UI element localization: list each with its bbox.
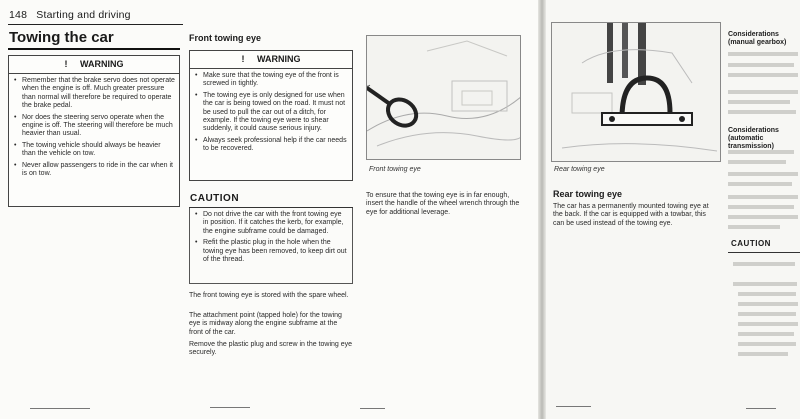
warning-list bbox=[9, 74, 179, 183]
edge-text-line bbox=[728, 215, 798, 219]
chapter-title: Starting and driving bbox=[36, 9, 131, 21]
edge-text-line bbox=[738, 292, 796, 296]
warning-item: • Remember that the brake servo does not operate when the engine is off. Much greater pressure than normal will therefore be required to operate the brake pedal. bbox=[14, 77, 175, 111]
scan-mark bbox=[210, 407, 250, 408]
edge-text-line bbox=[728, 182, 792, 186]
scan-mark bbox=[556, 406, 591, 407]
warning-header bbox=[9, 56, 179, 74]
caution-list bbox=[190, 208, 352, 269]
edge-text-line bbox=[728, 52, 798, 56]
edge-heading: Considerations (manual gearbox) bbox=[728, 31, 787, 46]
warning-box-middle bbox=[189, 50, 353, 181]
page-number: 148 bbox=[9, 9, 28, 21]
edge-text-line bbox=[738, 312, 796, 316]
warning-icon: ! bbox=[64, 59, 68, 69]
caution-box bbox=[189, 208, 353, 284]
edge-text-line bbox=[728, 150, 794, 154]
edge-text-line bbox=[728, 100, 790, 104]
edge-text-line bbox=[738, 352, 788, 356]
front-towing-eye-heading: Front towing eye bbox=[189, 33, 261, 43]
front-towing-eye-figure bbox=[366, 35, 521, 160]
warning-box-left bbox=[8, 55, 180, 207]
edge-text-line bbox=[738, 322, 798, 326]
rear-figure-caption: Rear towing eye bbox=[554, 166, 605, 173]
warning-item: • Make sure that the towing eye of the front is screwed in tightly. bbox=[195, 72, 348, 89]
edge-text-line bbox=[728, 63, 794, 67]
section-title: Towing the car bbox=[9, 29, 114, 46]
warning-item: • The towing vehicle should always be heavier than the vehicle on tow. bbox=[14, 142, 175, 159]
edge-text-line bbox=[728, 172, 798, 176]
body-paragraph: Remove the plastic plug and screw in the towing eye securely. bbox=[189, 341, 353, 357]
edge-text-line bbox=[738, 342, 796, 346]
scan-mark bbox=[30, 408, 90, 409]
edge-text-line bbox=[738, 302, 798, 306]
warning-item: • Always seek professional help if the car needs to be recovered. bbox=[195, 137, 348, 154]
caution-label: CAUTION bbox=[190, 193, 240, 204]
right-page bbox=[546, 0, 800, 419]
warning-item: • Nor does the steering servo operate when the engine is off. The steering will therefore be much heavier than usual. bbox=[14, 114, 175, 139]
front-figure-text: To ensure that the towing eye is in far enough, insert the handle of the wheel wrench through the eye for additional leverage. bbox=[366, 192, 520, 216]
warning-item: • The towing eye is only designed for use when the car is being towed on the road. It must not be used to pull the car out of a ditch, for example. If the towing eye were to shear suddenly, it could cause serious injury. bbox=[195, 92, 348, 134]
edge-heading: Considerations (automatic transmission) bbox=[728, 127, 779, 150]
warning-list bbox=[190, 69, 352, 159]
edge-text-line bbox=[738, 332, 794, 336]
caution-item: • Do not drive the car with the front towing eye in position. If it catches the kerb, for example, the engine subframe could be damaged. bbox=[195, 211, 348, 236]
warning-label: WARNING bbox=[80, 59, 124, 69]
edge-caution-rule bbox=[728, 252, 800, 253]
edge-text-line bbox=[733, 282, 797, 286]
warning-icon: ! bbox=[241, 54, 245, 64]
towing-eye-illustration bbox=[367, 36, 521, 160]
warning-header bbox=[190, 51, 352, 69]
warning-label: WARNING bbox=[257, 54, 301, 64]
front-figure-caption: Front towing eye bbox=[369, 166, 421, 173]
scan-mark bbox=[360, 408, 385, 409]
caution-item: • Refit the plastic plug in the hole when the towing eye has been removed, to keep dirt out of the thread. bbox=[195, 239, 348, 264]
edge-text-line bbox=[728, 205, 794, 209]
scan-mark bbox=[746, 408, 776, 409]
edge-text-line bbox=[728, 90, 798, 94]
book-gutter bbox=[538, 0, 546, 419]
edge-text-line bbox=[733, 262, 795, 266]
rear-towing-eye-heading: Rear towing eye bbox=[553, 189, 623, 199]
body-paragraph: The front towing eye is stored with the spare wheel. bbox=[189, 292, 349, 299]
rear-towing-eye-figure bbox=[551, 22, 721, 162]
body-paragraph: The attachment point (tapped hole) for the towing eye is midway along the engine subframe at the front of the car. bbox=[189, 312, 342, 336]
section-rule bbox=[8, 48, 180, 50]
edge-text-line bbox=[728, 110, 796, 114]
edge-text-line bbox=[728, 225, 780, 229]
edge-text-line bbox=[728, 195, 798, 199]
edge-caution-label: CAUTION bbox=[731, 239, 771, 248]
warning-item: • Never allow passengers to ride in the car when it is on tow. bbox=[14, 162, 175, 179]
edge-text-line bbox=[728, 160, 786, 164]
header-rule bbox=[8, 24, 183, 25]
rear-towing-eye-text: The car has a permanently mounted towing eye at the back. If the car is equipped with a towbar, this can be used instead of the towing eye. bbox=[553, 203, 709, 227]
page-header bbox=[9, 9, 131, 21]
rear-towing-eye-illustration bbox=[552, 23, 721, 162]
edge-text-line bbox=[728, 73, 798, 77]
